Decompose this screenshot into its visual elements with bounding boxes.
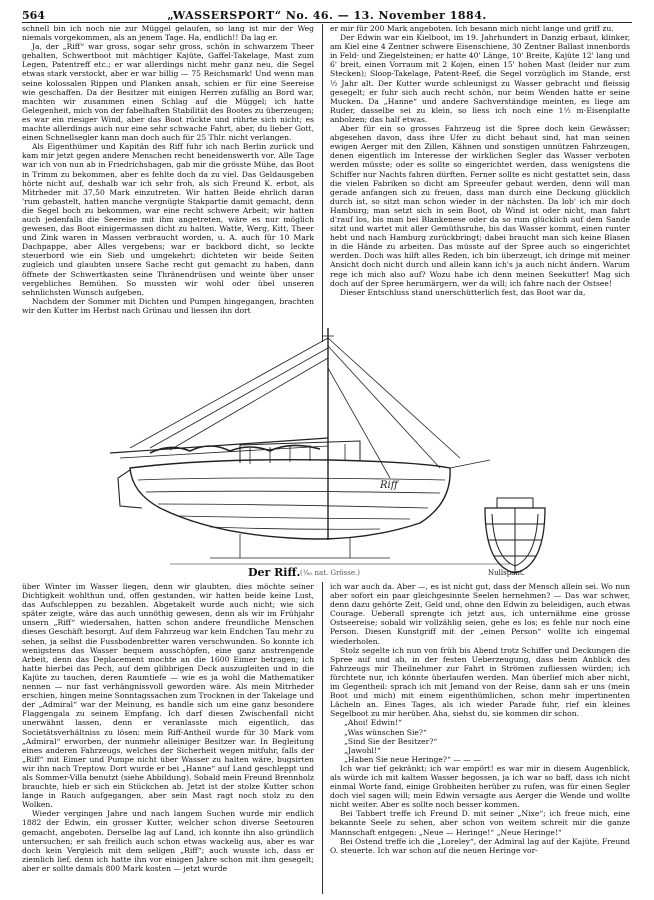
paragraph: Ja, der „Riff“ war gross, sogar sehr gross, schön in schwarzem Theer gehalten, Schwertboot mit mächtiger Kajüte, Gaffel-Takelage, Mast zum Legen, Patentreff etc.; er war allerdings nicht mehr ganz neu, die Segel etwas stark verstockt, aber er war billig — 75 Reichsmark! Und wenn man seine kolossalen Rippen und Planken ansah, schien er für eine Seereise wie geschaffen. Da der Besitzer mit einigen Herren zufällig an Bord war, machten wir zusammen einen Schlag auf die Müggel; ich hatte Gelegenheit, mich von der fabelhaften Stabilität des Bootes zu überzeugen; es war ein riesiger Wind, aber das Boot rückte und rührte sich nicht; es machte allerdings auch nur eine sehr schwache Fahrt, aber, du lieber Gott, einen Schnellsegler kann man doch auch für 25 Thlr. nicht verlangen. bbox=[22, 42, 314, 143]
dialog-line: „Jawohl!“ bbox=[344, 745, 381, 755]
section-label: Nullspant. bbox=[488, 569, 525, 577]
figure-caption: Der Riff. bbox=[248, 566, 301, 579]
paragraph: Der Edwin war ein Kielboot, im 19. Jahrhundert in Danzig erbaut, klinker, am Kiel eine 4 Zentner schwere Eisenschiene, 30 Zentner Ballast innenbords in Feld- und Ziegelsteinen; er hatte 40' Länge, 10' Breite, Kajüte 12' lang und 6' breit, einen Vorraum mit 2 Kojen, einen 15' hohen Mast (leider nur zum Stecken); Sloop-Takelage, Patent-Reef, die Segel vorzüglich im Stande, erst ½ Jahr alt. Der Kutter wurde schleunigst zu Wasser gebracht und fleissig gesegelt; er fuhr sich auch recht schön, nur beim Wenden hatte er seine Mucken. Da „Hanne“ und andere Sachverständige meinten, es liege am Ruder, dasselbe sei zu klein, so liess ich noch eine 1½ m-Eisenplatte anbolzen; das half etwas. bbox=[330, 33, 630, 124]
column-top-right bbox=[330, 24, 630, 344]
column-bottom-right bbox=[330, 582, 630, 896]
section-drawing bbox=[485, 498, 545, 573]
header-rule bbox=[22, 22, 632, 23]
boat-illustration bbox=[90, 328, 630, 578]
hull-lettering: Riff bbox=[380, 480, 398, 491]
paragraph: ich war auch da. Aber —, es ist nicht gut, dass der Mensch allein sei. Wo nun aber sofort ein paar gleichgesinnte Seelen hernehmen? — Das war schwer, denn dazu gehörte Zeit, Geld und, ohne den Edwin zu beleidigen, auch etwas Courage. Ueberall sprengte ich jetzt aus, ich unternähme eine grosse Ostseereise; sobald wir vollzählig seien, gehe es los; es fehle nur noch eine Person. Diesen Kunstgriff mit der „einen Person“ wollte ich eingemal wiederholen. bbox=[330, 582, 630, 646]
paragraph: Bei Ostend treffe ich die „Loreley“, der Admiral lag auf der Kajüte, Freund O. steuerte. Ich war schon auf die neuen Heringe vor- bbox=[330, 836, 630, 855]
paragraph: er mir für 200 Mark angeboten. Ich besann mich nicht lange und griff zu. bbox=[330, 24, 614, 33]
dialog-line: „Ahoi! Edwin!“ bbox=[344, 718, 402, 728]
dialog-line: „Haben Sie neue Heringe?“ — — — bbox=[344, 754, 481, 764]
paragraph: Ich war tief gekränkt; ich war empört! es war mir in diesem Augenblick, als würde ich mit kaltem Wasser begossen, ja ich war so baff, dass ich nicht einmal Worte fand, einige Grobheiten herüber zu rufen, was für einen Segler doch viel sagen will; mein Edwin versagte aus Aerger die Wende und wollte nicht weiter. Aber es sollte noch besser kommen. bbox=[330, 763, 630, 810]
paragraph: Nachdem der Sommer mit Dichten und Pumpen hingegangen, brachten wir den Kutter im Herbst nach Grünau und liessen ihn dort bbox=[22, 296, 314, 315]
column-divider bbox=[322, 24, 323, 342]
paragraph: Wieder vergingen Jahre und nach langem Suchen wurde mir endlich 1882 der Edwin, ein grosser Kutter, welcher schon diverse Seetouren gemacht, angeboten. Derselbe lag auf Land, ich konnte ihn also gründlich untersuchen; er sah freilich auch schon etwas wackelig aus, aber es war doch kein Vergleich mit dem seligen „Riff“; auch wusste ich, dass er ziemlich lief, denn ich hatte ihn vor einigen Jahre schon mit ihm gesegelt; aber er sollte damals 800 Mark kosten — jetzt wurde bbox=[22, 809, 314, 873]
figure-scale-note: (¹⁄₈₀ nat. Grösse.) bbox=[300, 569, 360, 577]
paragraph: Dieser Entschluss stand unerschütterlich fest, das Boot war da, bbox=[340, 287, 586, 297]
paragraph: Aber für ein so grosses Fahrzeug ist die Spree doch kein Gewässer; abgesehen davon, dass ihre Ufer zu dicht bebaut sind, hat man seinen ewigen Aerger mit den Zillen, Kähnen und sonstigen unnützen Fahrzeugen, denen eigentlich im Interesse der wirklichen Segler das Wasser verboten werden müsste; oder es sollte so eingerichtet werden, dass wenigstens die Schiffer nur Nachts fahren dürften. Ferner sollte es nicht gestattet sein, dass die vielen Fabriken so dicht am Spreeufer gebaut werden, denn will man gerade anfangen sich zu freuen, dass man durch eine Deckung glücklich durch ist, so sitzt man schon wieder in der nächsten. Da lob' ich mir doch Hamburg; man setzt sich in sein Boot, ob Wind ist oder nicht, man fahrt d'rauf los, bis man bei Blankenese oder da so rum glücklich auf dem Sande sitzt und wartet mit aller Gemüthsruhe, bis das Wasser kommt, einen runter hebt und nach Hamburg zurückbringt; dabei braucht man sich keine Blasen in die Hände zu arbeiten. Das müsste auf der Spree auch so eingerichtet werden. Doch was hilft alles Reden, ich bin überzeugt, ich dringe mit meiner Ansicht doch nicht durch und allein kann ich's ja auch nicht ändern. Warum rege ich mich also auf? Wozu habe ich denn meinen Seekutter! Mag sich doch auf der Spree herumärgern, wer da will; ich fahre nach der Ostsee! bbox=[330, 124, 630, 288]
paragraph: Bei Tabbert treffe ich Freund D. mit seiner „Nixe“; ich freue mich, eine bekannte Seele zu sehen, aber schon von weitem schreit mir die ganze Mannschaft entgegen: „Neue — Heringe!“ „Neue Heringe!“ bbox=[330, 809, 630, 837]
paragraph: über Winter im Wasser liegen, denn wir glaubten, dies möchte seiner Dichtigkeit wohlthun und, offen gestanden, wir hatten beide keine Lust, das Aufschleppen zu bezahlen. Abgetakelt wurde auch nicht; wie sich später zeigte, wäre das auch unnöthig gewesen, denn als wir im Frühjahr unsern „Riff“ wiedersahen, hatten schon andere freundliche Menschen dieses Geschäft besorgt. Auf dem Fahrzeug war kein Endchen Tau mehr zu sehen, ja selbst die Fussbodenbretter waren verschwunden. So konnte ich wenigstens das Wasser bequem ausschöpfen, eine ganz anstrengende Arbeit, denn das Deplacement mochte an die 1600 Eimer betragen; ich hatte hierbei das Pech, auf dem glibbrigen Deck auszugleiten und in die Kajüte zu tauchen, deren Raumtiefe — wie es ja wohl die Mathematiker nennen — nur fast verhängnissvoll geworden wäre. Als mein Mitrheder erschien, hingen meine Sonntagssachen zum Trocknen in der Takelage und der „Admiral“ war der Meinung, es handle sich um eine ganz besondere Flaggengala zu seinem Empfang. Ich darf diesen Zwischenfall nicht unerwähnt lassen, denn er veranlasste mich eigentlich, das Societätsverhältniss zu lösen: mein Riff-Antheil wurde für 30 Mark vom „Admiral“ erworben, der nunmehr alleiniger Besitzer war. In Begleitung eines anderen Fahrzeugs, welches der Sicherheit wegen mitfuhr, falls der „Riff“ mit Eimer und Pumpe nicht über Wasser zu halten wäre, bugsirten wir ihn nach Treptow. Dort wurde er bei „Hanne“ auf Land geschleppt und als Sommer-Villa benutzt (siehe Abbildung). Sobald mein Freund Brennholz brauchte, hieb er sich ein Stückchen ab. Jetzt ist der stolze Kutter schon lange in Rauch aufgegangen, aber sein Mast ragt noch stolz zu den Wolken. bbox=[22, 582, 314, 810]
journal-title: „WASSERSPORT“ No. 46. — 13. November 1884. bbox=[167, 9, 487, 22]
column-divider bbox=[322, 582, 323, 894]
dialog-line: „Was wünschen Sie?“ bbox=[344, 727, 427, 737]
paragraph: Als Eigenthümer und Kapitän des Riff fuhr ich nach Berlin zurück und kam mir jetzt gegen andere Menschen recht beneidenswerth vor. Alle Tage war ich von nun ab in Friedrichshagen, gab mir die grösste Mühe, das Boot in Trimm zu bekommen, aber es fehlte doch da zu viel. Das Geldausgeben hörte nicht auf, deshalb war ich sehr froh, als sich Freund K. erbot, als Mitrheder mit 37,50 Mark einzutreten. Wir hatten Beide ehrlich daran 'rum gebastelt, hatten manche vergnügte Stakpartie damit gemacht, denn die Segel boch zu bekommen, war eine recht schwere Arbeit; wir hatten auch jedenfalls die Seereise mit ihm angetreten, wäre es nur möglich gewesen, das Boot einigermassen dicht zu halten. Watte, Werg, Kitt, Theer und Zink waren in Massen verbraucht worden, u. A. auch für 10 Mark Dachpappe, aber Alles vergebens; war er backbord dicht, so leckte steuerbord wie ein Sieb und umgekehrt; dichteten wir beide Seiten zugleich und glaubten unsere Sache recht gut gemacht zu haben, dann öffnete der Schwertkasten seine Thränendrüsen und weinte über unser vergebliches Bemühen. So mussten wir wohl oder übel unseren sehnlichsten Wunsch aufgeben. bbox=[22, 142, 314, 297]
dialog-line: „Sind Sie der Besitzer?“ bbox=[344, 736, 438, 746]
page-number: 564 bbox=[22, 9, 45, 22]
page-header bbox=[22, 6, 632, 22]
column-top-left bbox=[22, 24, 314, 344]
paragraph: Stolz segelte ich nun von früh bis Abend trotz Schiffer und Deckungen die Spree auf und ab, in der festen Ueberzeugung, dass beim Anblick des Fahrzeugs mir Theilnehmer zur Fahrt in Strömen zufliessen würden; ich fürchtete nur, ich könnte überlaufen werden. Man überlief mich aber nicht, im Gegentheil: sprach ich mit Jemand von der Reise, dann sah er uns (mein Boot und mich) mit einem eigenthümlichen, schon mehr impertinenten Lächeln an. Eines Tages, als ich wieder Parade fuhr, rief ein kleines Segelboot zu mir herüber. Aha, siehst du, sie kommen dir schon. bbox=[330, 645, 630, 719]
column-bottom-left bbox=[22, 582, 314, 896]
paragraph: schnell bin ich noch nie zur Müggel gelaufen, so lang ist mir der Weg niemals vorgekommen, als an jenem Tage. Ha, endlich!! Da lag er. bbox=[22, 24, 314, 43]
